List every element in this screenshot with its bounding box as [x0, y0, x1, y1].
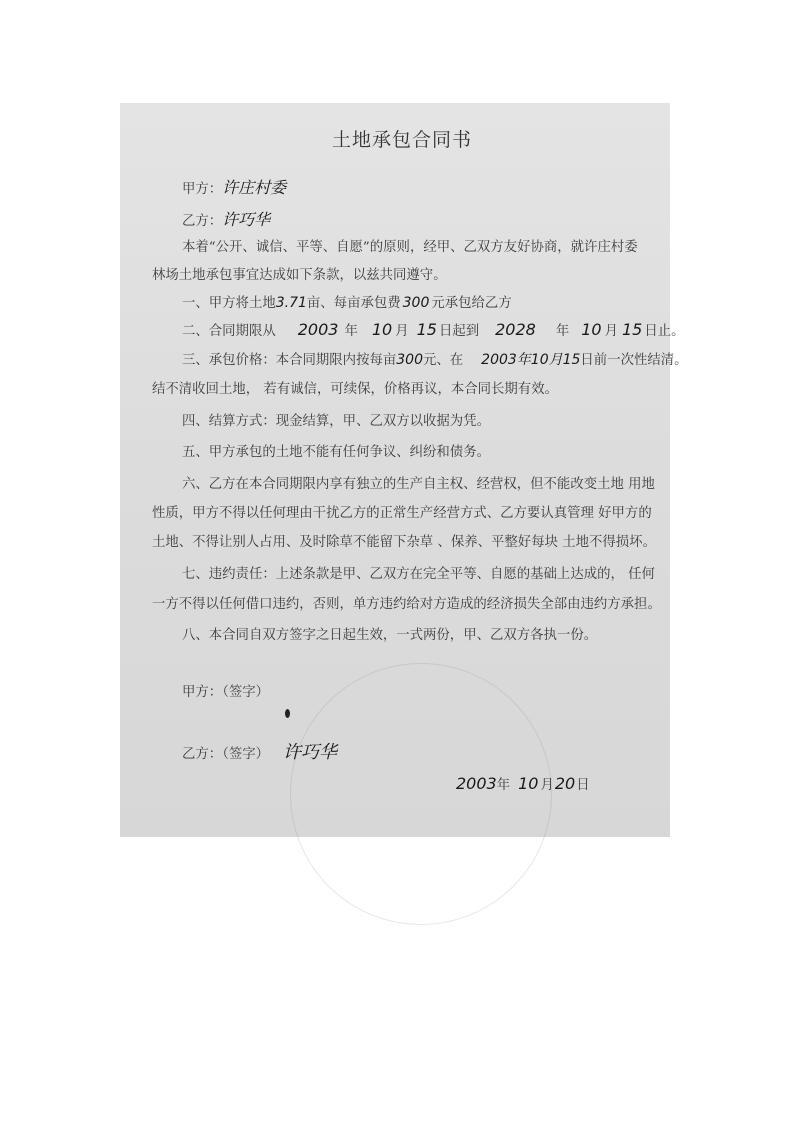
party-b-line — [182, 207, 270, 230]
preamble-line-2: 林场土地承包事宜达成如下条款，以兹共同遵守。 — [152, 268, 447, 283]
sign-date-year-label: 年 — [496, 778, 511, 793]
clause-3-date: 2003年10月15 — [481, 352, 581, 368]
clause-3-text-c: 日前一次性结清。 — [580, 353, 688, 368]
clause-1-text-b: 亩、每亩承包费 — [306, 296, 401, 311]
clause-7-line-1: 七、违约责任：上述条款是甲、乙双方在完全平等、自愿的基础上达成的， 任何 — [182, 567, 655, 582]
sign-party-a: 甲方：（签字） — [182, 685, 270, 700]
clause-2-text-b: 日起到 — [438, 324, 480, 339]
clause-3-line-2: 结不清收回土地， 若有诚信，可续保，价格再议，本合同长期有效。 — [152, 382, 558, 397]
clause-6-line-3: 土地、不得让别人占用、及时除草不能留下杂草 、保养、平整好每块 土地不得损坏。 — [152, 535, 656, 550]
ink-dot — [285, 709, 290, 718]
preamble-line-1: 本着“公开、诚信、平等、自愿”的原则，经甲、乙双方友好协商，就许庄村委 — [182, 240, 638, 255]
clause-8: 八、本合同自双方签字之日起生效，一式两份，甲、乙双方各执一份。 — [182, 628, 598, 643]
party-b-label: 乙方： — [182, 214, 223, 229]
sign-party-b-label: 乙方：（签字） — [182, 747, 270, 762]
clause-2-month-2: 月 — [604, 324, 618, 339]
clause-3-text-a: 三、承包价格：本合同期限内按每亩 — [182, 353, 397, 368]
document-photo — [120, 103, 688, 837]
clause-7-line-2: 一方不得以任何借口违约，否则，单方违约给对方造成的经济损失全部由违约方承担。 — [152, 597, 661, 612]
shadow-curve — [290, 663, 552, 925]
clause-2-start-day: 15 — [416, 320, 437, 339]
clause-2-end-day: 15 — [621, 320, 643, 339]
contract-title: 土地承包合同书 — [332, 129, 473, 151]
party-b-handwritten: 许巧华 — [222, 210, 271, 229]
sign-date-month-label: 月 — [540, 778, 554, 793]
clause-5: 五、甲方承包的土地不能有任何争议、纠纷和债务。 — [182, 445, 490, 460]
clause-1-text-a: 一、甲方将土地 — [182, 296, 276, 311]
clause-2-text-a: 二、合同期限从 — [182, 324, 276, 339]
party-a-label: 甲方： — [182, 182, 223, 197]
clause-2-month-1: 月 — [395, 324, 409, 339]
sign-party-b-signature: 许巧华 — [283, 742, 338, 763]
clause-2-end-month: 10 — [581, 320, 602, 339]
sign-date-day-label: 日 — [576, 778, 590, 793]
clause-4: 四、结算方式：现金结算，甲、乙双方以收据为凭。 — [182, 414, 490, 429]
sign-date-month: 10 — [518, 774, 539, 793]
clause-6-line-1: 六、乙方在本合同期限内享有独立的生产自主权、经营权，但不能改变土地 用地 — [182, 477, 655, 492]
clause-2-end-year: 2028 — [495, 320, 536, 339]
clause-1-fee: 300 — [402, 295, 430, 311]
clause-2-start-month: 10 — [371, 320, 393, 339]
clause-1-text-c: 元承包给乙方 — [431, 296, 512, 311]
clause-6-line-2: 性质，甲方不得以任何理由干扰乙方的正常生产经营方式、乙方要认真管理 好甲方的 — [152, 506, 652, 521]
sign-party-b — [182, 738, 337, 764]
clause-1-area: 3.71 — [275, 295, 307, 311]
clause-2-year-1: 年 — [344, 324, 358, 339]
clause-3-line-1 — [182, 349, 688, 369]
clause-2 — [182, 320, 685, 339]
clause-3-price: 300 — [396, 352, 423, 368]
sign-date-year: 2003 — [456, 774, 497, 793]
clause-2-start-year: 2003 — [297, 320, 339, 339]
party-a-handwritten: 许庄村委 — [222, 178, 287, 197]
sign-date-day: 20 — [554, 774, 576, 793]
clause-2-year-2: 年 — [555, 324, 570, 339]
clause-1 — [182, 292, 512, 311]
sign-date — [456, 774, 590, 793]
party-a-line — [182, 175, 286, 198]
clause-3-text-b: 元、在 — [422, 353, 464, 368]
clause-2-text-c: 日止。 — [644, 324, 685, 339]
